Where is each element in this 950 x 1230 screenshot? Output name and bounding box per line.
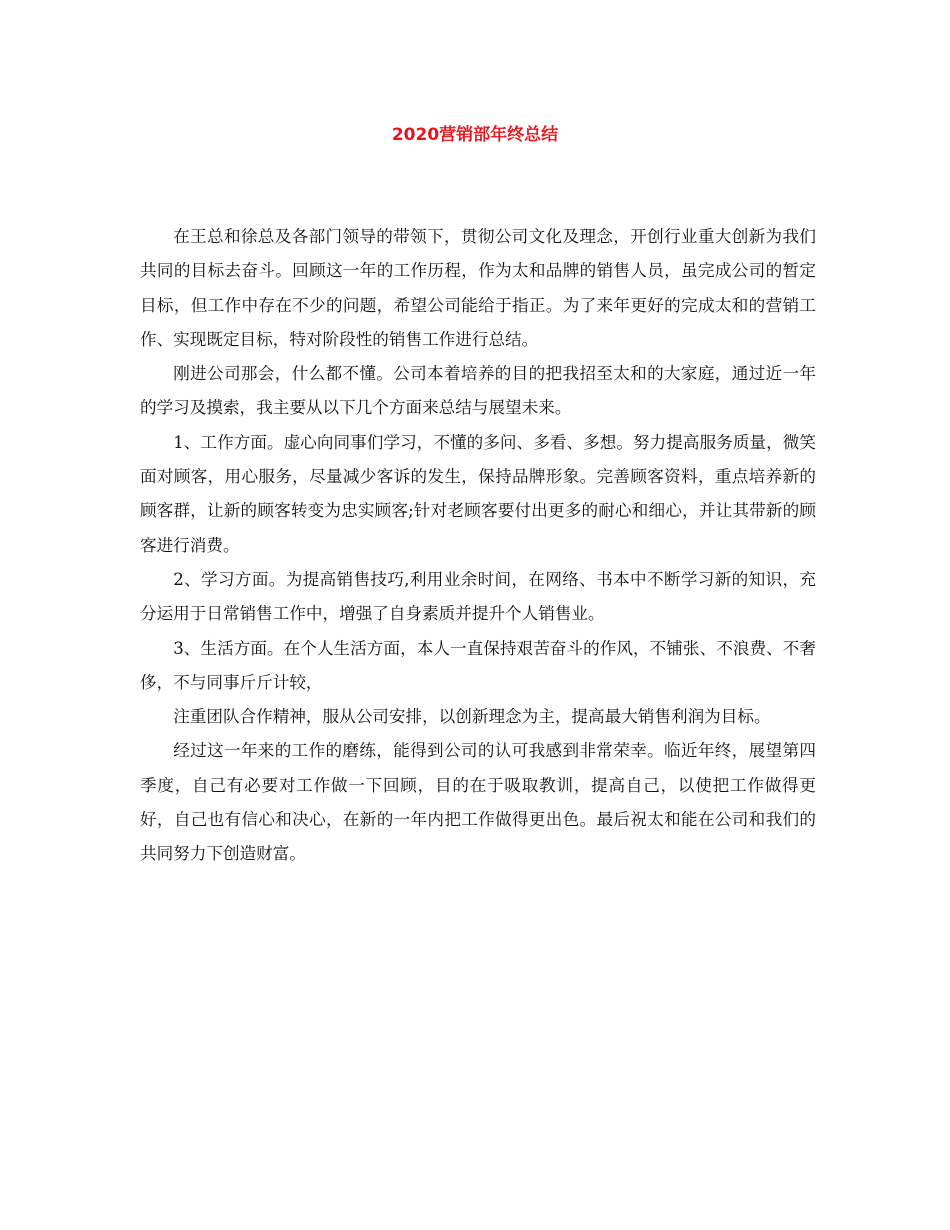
paragraph-conclusion: 经过这一年来的工作的磨练，能得到公司的认可我感到非常荣幸。临近年终，展望第四季度，自己有必要对工作做一下回顾，目的在于吸取教训，提高自己，以使把工作做得更好，自己也有信心和决心，在新的一年内把工作做得更出色。最后祝太和能在公司和我们的共同努力下创造财富。 [140,741,816,864]
paragraph-teamwork: 注重团队合作精神，服从公司安排，以创新理念为主，提高最大销售利润为目标。 [173,707,771,727]
paragraph-life: 3、生活方面。在个人生活方面，本人一直保持艰苦奋斗的作风，不铺张、不浪费、不奢侈，不与同事斤斤计较， [140,638,816,692]
document-body [140,220,816,872]
paragraph-work: 1、工作方面。虚心向同事们学习，不懂的多问、多看、多想。努力提高服务质量，微笑面对顾客，用心服务，尽量减少客诉的发生，保持品牌形象。完善顾客资料，重点培养新的顾客群，让新的顾客转变为忠实顾客;针对老顾客要付出更多的耐心和细心，并让其带新的顾客进行消费。 [140,432,816,555]
paragraph-study: 2、学习方面。为提高销售技巧,利用业余时间，在网络、书本中不断学习新的知识，充分运用于日常销售工作中，增强了自身素质并提升个人销售业。 [140,569,816,624]
paragraph-intro: 在王总和徐总及各部门领导的带领下，贯彻公司文化及理念，开创行业重大创新为我们共同的目标去奋斗。回顾这一年的工作历程，作为太和品牌的销售人员，虽完成公司的暂定目标，但工作中存在不少的问题，希望公司能给于指正。为了来年更好的完成太和的营销工作、实现既定目标，特对阶段性的销售工作进行总结。 [140,227,816,349]
paragraph-background: 刚进公司那会，什么都不懂。公司本着培养的目的把我招至太和的大家庭，通过近一年的学习及摸索，我主要从以下几个方面来总结与展望未来。 [140,364,816,418]
document-title: 2020营销部年终总结 [391,125,559,145]
